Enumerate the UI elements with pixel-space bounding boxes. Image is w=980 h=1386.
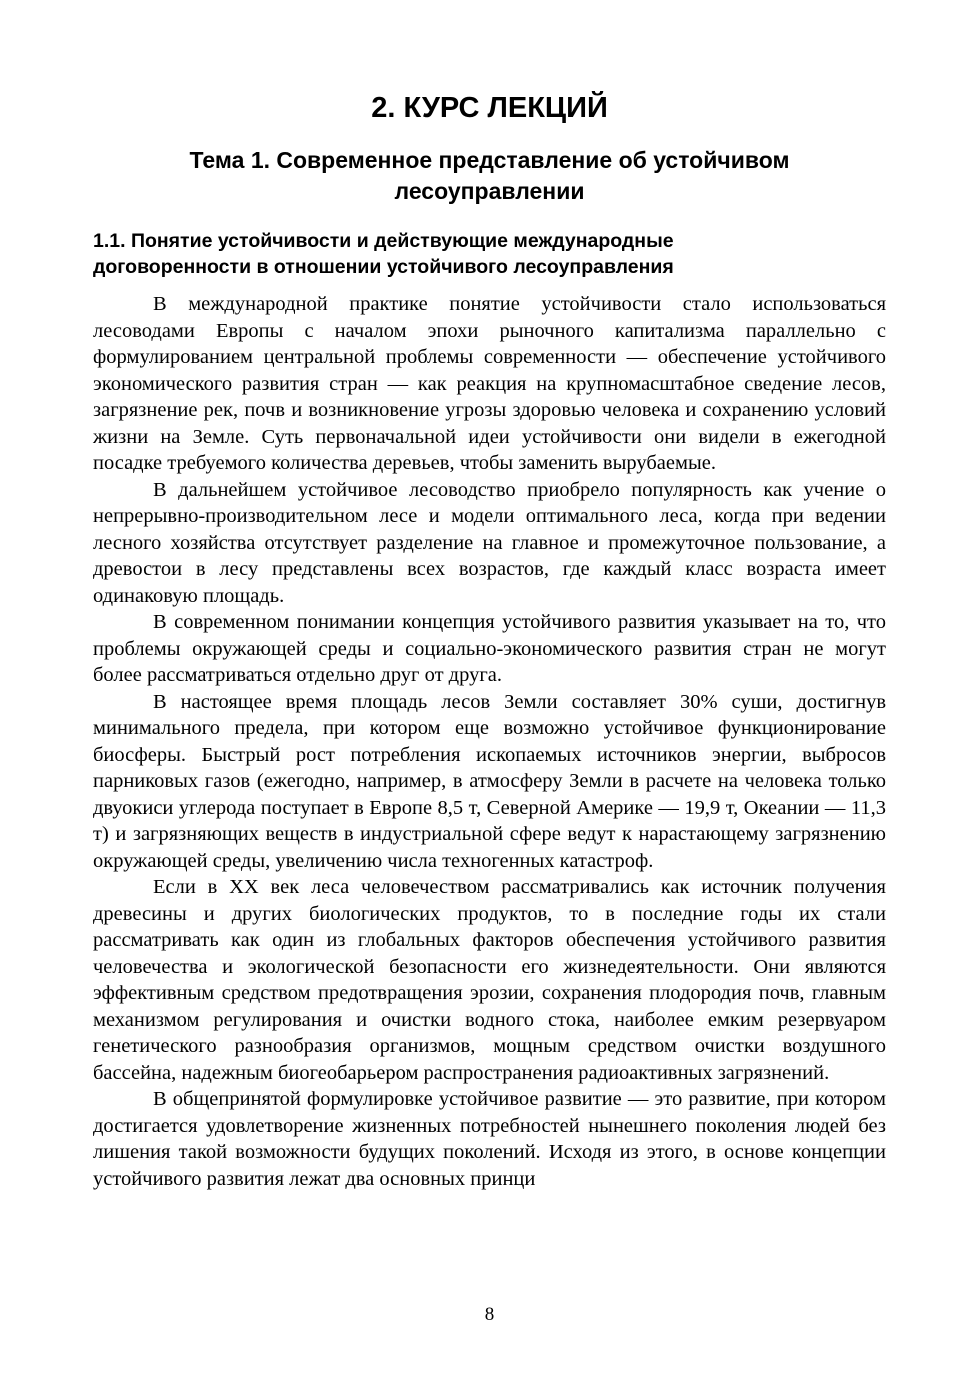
paragraph: В международной практике понятие устойчивости стало использоваться лесоводами Европы с началом эпохи рыночного капитализма параллельно с формулированием центральной проблемы современности — обеспечение устойчивого экономического развития стран — как реакция на крупномасштабное сведение лесов, загрязнение рек, почв и возникновение угрозы здоровью человека и сохранению условий жизни на Земле. Суть первоначальной идеи устойчивости они видели в ежегодной посадке требуемого количества деревьев, чтобы заменить вырубаемые. xyxy=(93,293,886,474)
document-page xyxy=(93,0,886,1386)
paragraph: В общепринятой формулировке устойчивое развитие — это развитие, при котором достигается удовлетворение жизненных потребностей нынешнего поколения людей без лишения такой возможности будущих поколений. Исходя из этого, в основе концепции устойчивого развития лежат два основных принци xyxy=(93,1088,886,1190)
body-text xyxy=(93,291,886,1192)
chapter-title: 2. КУРС ЛЕКЦИЙ xyxy=(371,92,608,124)
paragraph: В дальнейшем устойчивое лесоводство приобрело популярность как учение о непрерывно-производительном лесе и модели оптимального леса, когда при ведении лесного хозяйства отсутствует разделение на главное и промежуточное пользование, а древостои в лесу представлены всех возрастов, где каждый класс возраста имеет одинаковую площадь. xyxy=(93,478,886,607)
paragraph: В современном понимании концепция устойчивого развития указывает на то, что проблемы окружающей среды и социально-экономического развития стран не могут более рассматриваться отдельно друг от друга. xyxy=(93,611,886,686)
topic-title-line-1: Тема 1. Современное представление об устойчивом xyxy=(189,147,790,173)
topic-title xyxy=(93,145,886,207)
section-title xyxy=(93,228,886,280)
section-title-line-1: 1.1. Понятие устойчивости и действующие международные xyxy=(93,230,674,252)
section-title-line-2: договоренности в отношении устойчивого лесоуправления xyxy=(93,256,674,278)
paragraph: В настоящее время площадь лесов Земли составляет 30% суши, достигнув минимального предела, при котором еще возможно устойчивое функционирование биосферы. Быстрый рост потребления ископаемых источников энергии, выбросов парниковых газов (ежегодно, например, в атмосферу Земли в расчете на человека только двуокиси углерода поступает в Европе 8,5 т, Северной Америке — 19,9 т, Океании — 11,3 т) и загрязняющих веществ в индустриальной сфере ведут к нарастающему загрязнению окружающей среды, увеличению числа техногенных катастроф. xyxy=(93,690,886,872)
paragraph: Если в XX век леса человечеством рассматривались как источник получения древесины и других биологических продуктов, то в последние годы их стали рассматривать как один из глобальных факторов обеспечения устойчивого развития человечества и экологической безопасности его жизнедеятельности. Они являются эффективным средством предотвращения эрозии, сохранения плодородия почв, главным механизмом регулирования и очистки водного стока, наиболее емким резервуаром генетического разнообразия организмов, мощным средством очистки воздушного бассейна, надежным биогеобарьером распространения радиоактивных загрязнений. xyxy=(93,876,886,1084)
topic-title-line-2: лесоуправлении xyxy=(394,178,585,204)
page-number: 8 xyxy=(484,1304,495,1325)
